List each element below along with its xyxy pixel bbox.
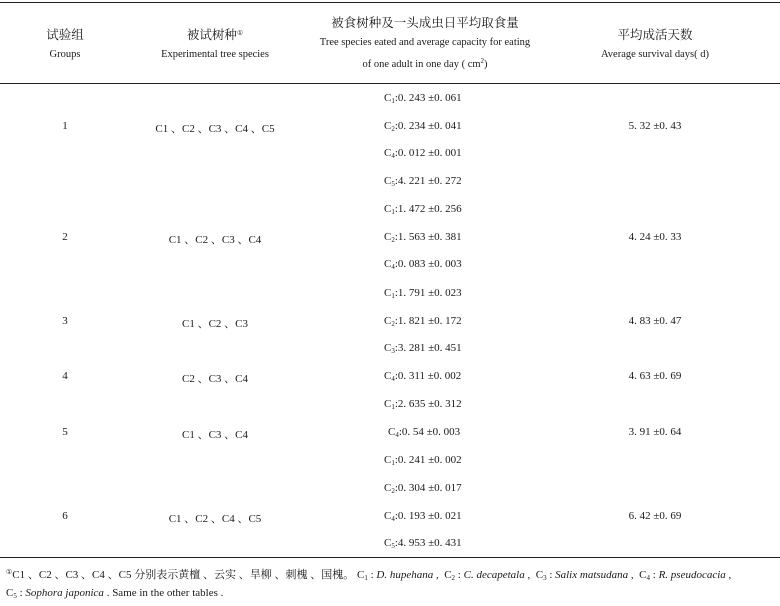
table-header-rule: [0, 83, 780, 84]
group-5-species: C1 、C3 、C4: [181, 429, 248, 441]
food-sub: 5: [391, 542, 395, 550]
footnote-def-name: Sophora japonica: [25, 587, 104, 599]
group-6-food-3: $C_4:0$. 193 ±0. 021: [384, 510, 462, 523]
food-value: :4. 221 ±0. 272: [394, 175, 462, 187]
footnote-line-1: ①C1 、C2 、C3 、C4 、C5 分别表示黄檀 、云实 、旱柳 、刺槐 、国槐。 $C_1$ : D. hupehana , $C_2$ : C. decapetala , $C_3$ : Salix matsudana , $C_4$ : R. pseudocacia ,: [6, 568, 732, 582]
group-3-food-2: $C_2:1$. 821 ±0. 172: [384, 315, 462, 328]
group-3-food-1: $C_1:1$. 791 ±0. 023: [384, 287, 462, 300]
food-value: :0. 311 ±0. 002: [394, 370, 462, 382]
footnote-def-name: C. decapetala: [463, 569, 525, 581]
header-days: [580, 25, 730, 60]
food-sub: 2: [391, 236, 395, 244]
header-days-en: Average survival days( d): [601, 49, 709, 60]
group-3-species: C1 、C2 、C3: [181, 318, 248, 330]
group-2-food-2: $C_2:1$. 563 ±0. 381: [384, 231, 462, 244]
food-value: :0. 083 ±0. 003: [394, 258, 462, 270]
footnote-suffix: . Same in the other tables .: [106, 587, 224, 599]
group-2-food-3: $C_4:0$. 083 ±0. 003: [384, 258, 462, 271]
group-3-id: 3: [62, 315, 68, 327]
group-3-food-3: $C_3:3$. 281 ±0. 451: [384, 342, 462, 355]
food-sub: 1: [391, 97, 395, 105]
group-4-days: 4. 63 ±0. 69: [628, 370, 682, 382]
group-3-days: 4. 83 ±0. 47: [628, 315, 682, 327]
footnote-def-sub: 3: [543, 574, 547, 582]
food-sub: 1: [391, 403, 395, 411]
food-value: :4. 953 ±0. 431: [394, 537, 462, 549]
footnote-marker: ①: [6, 568, 13, 576]
footnote-def-sub: 2: [451, 574, 456, 582]
footnote-def-name: Salix matsudana: [555, 569, 629, 581]
group-6-food-4: $C_5:4$. 953 ±0. 431: [384, 537, 462, 550]
food-sub: 4: [391, 263, 395, 271]
food-sub: 4: [395, 431, 399, 439]
group-1-id: 1: [62, 120, 68, 132]
table-top-rule: [0, 2, 780, 3]
group-2-food-1: $C_1:1$. 472 ±0. 256: [384, 203, 462, 216]
footnote-prefix: C1 、C2 、C3 、C4 、C5 分别表示黄檀 、云实 、旱柳 、刺槐 、国槐。: [12, 569, 355, 581]
footnote-line-2: $C_5$ : Sophora japonica . Same in the other tables .: [6, 587, 224, 600]
footnote-def-name: R. pseudocacia: [658, 569, 726, 581]
header-food-en-2-sup: 2: [480, 57, 485, 65]
food-sub: 4: [391, 375, 395, 383]
food-sub: 5: [391, 180, 395, 188]
header-groups-en: Groups: [49, 49, 81, 60]
header-species: [140, 25, 290, 60]
footnote-def-sub: 4: [646, 574, 650, 582]
group-4-id: 4: [62, 370, 68, 382]
group-1-food-2: $C_2:0$. 234 ±0. 041: [384, 120, 462, 133]
table-bottom-rule: [0, 557, 780, 558]
group-5-food-1: $C_1:2$. 635 ±0. 312: [384, 398, 462, 411]
header-species-note: ①: [236, 29, 244, 37]
header-species-zh: 被试树种: [186, 28, 237, 42]
food-sub: 2: [391, 320, 395, 328]
group-2-species: C1 、C2 、C3 、C4: [168, 234, 262, 246]
group-4-species: C2 、C3 、C4: [181, 373, 248, 385]
group-1-days: 5. 32 ±0. 43: [628, 120, 682, 132]
food-value: :1. 563 ±0. 381: [394, 231, 462, 243]
food-sub: 2: [391, 125, 395, 133]
footnote-def-sub: 1: [364, 574, 368, 582]
food-value: :0. 241 ±0. 002: [394, 454, 462, 466]
food-value: :0. 243 ±0. 061: [394, 92, 462, 104]
food-value: :1. 472 ±0. 256: [394, 203, 462, 215]
food-value: :1. 821 ±0. 172: [394, 315, 462, 327]
food-sub: 1: [391, 459, 395, 467]
header-food-en-2-suffix: ): [484, 59, 488, 70]
group-6-days: 6. 42 ±0. 69: [628, 510, 682, 522]
group-2-id: 2: [62, 231, 68, 243]
header-food-zh: 被食树种及一头成虫日平均取食量: [331, 16, 519, 30]
group-5-food-2: $C_4:0$. 54 ±0. 003: [388, 426, 461, 439]
group-6-food-2: $C_2:0$. 304 ±0. 017: [384, 482, 462, 495]
footnote-def-name: D. hupehana: [376, 569, 434, 581]
food-value: :0. 193 ±0. 021: [394, 510, 462, 522]
group-6-id: 6: [62, 510, 68, 522]
food-value: :1. 791 ±0. 023: [394, 287, 462, 299]
food-sub: 3: [391, 347, 395, 355]
header-species-en: Experimental tree species: [161, 49, 269, 60]
group-1-food-4: $C_5:4$. 221 ±0. 272: [384, 175, 462, 188]
group-1-species: C1 、C2 、C3 、C4 、C5: [155, 123, 275, 135]
header-groups-zh: 试验组: [46, 28, 84, 42]
food-value: :3. 281 ±0. 451: [394, 342, 462, 354]
header-food-en-1: Tree species eated and average capacity for eating: [319, 37, 531, 48]
food-sub: 4: [391, 515, 395, 523]
group-6-species: C1 、C2 、C4 、C5: [168, 513, 262, 525]
food-sub: 2: [391, 487, 395, 495]
header-species-zh-wrap: [140, 25, 290, 43]
food-sub: 4: [391, 152, 395, 160]
header-groups: [35, 25, 95, 60]
food-value: :2. 635 ±0. 312: [394, 398, 462, 410]
header-food-en-2-prefix: of one adult in one day ( cm: [362, 59, 481, 70]
header-days-zh: 平均成活天数: [617, 28, 693, 42]
food-value: :0. 54 ±0. 003: [398, 426, 461, 438]
header-food: [300, 13, 550, 70]
group-1-food-1: $C_1:0$. 243 ±0. 061: [384, 92, 462, 105]
food-value: :0. 234 ±0. 041: [394, 120, 462, 132]
group-2-days: 4. 24 ±0. 33: [628, 231, 682, 243]
food-sub: 1: [391, 292, 395, 300]
group-6-food-1: $C_1:0$. 241 ±0. 002: [384, 454, 462, 467]
group-5-days: 3. 91 ±0. 64: [628, 426, 682, 438]
food-value: :0. 012 ±0. 001: [394, 147, 462, 159]
footnote-def-sub: 5: [13, 592, 17, 600]
header-food-en-2: [300, 57, 550, 70]
group-4-food-1: $C_4:0$. 311 ±0. 002: [384, 370, 462, 383]
group-1-food-3: $C_4:0$. 012 ±0. 001: [384, 147, 462, 160]
food-value: :0. 304 ±0. 017: [394, 482, 462, 494]
food-sub: 1: [391, 208, 395, 216]
group-5-id: 5: [62, 426, 68, 438]
